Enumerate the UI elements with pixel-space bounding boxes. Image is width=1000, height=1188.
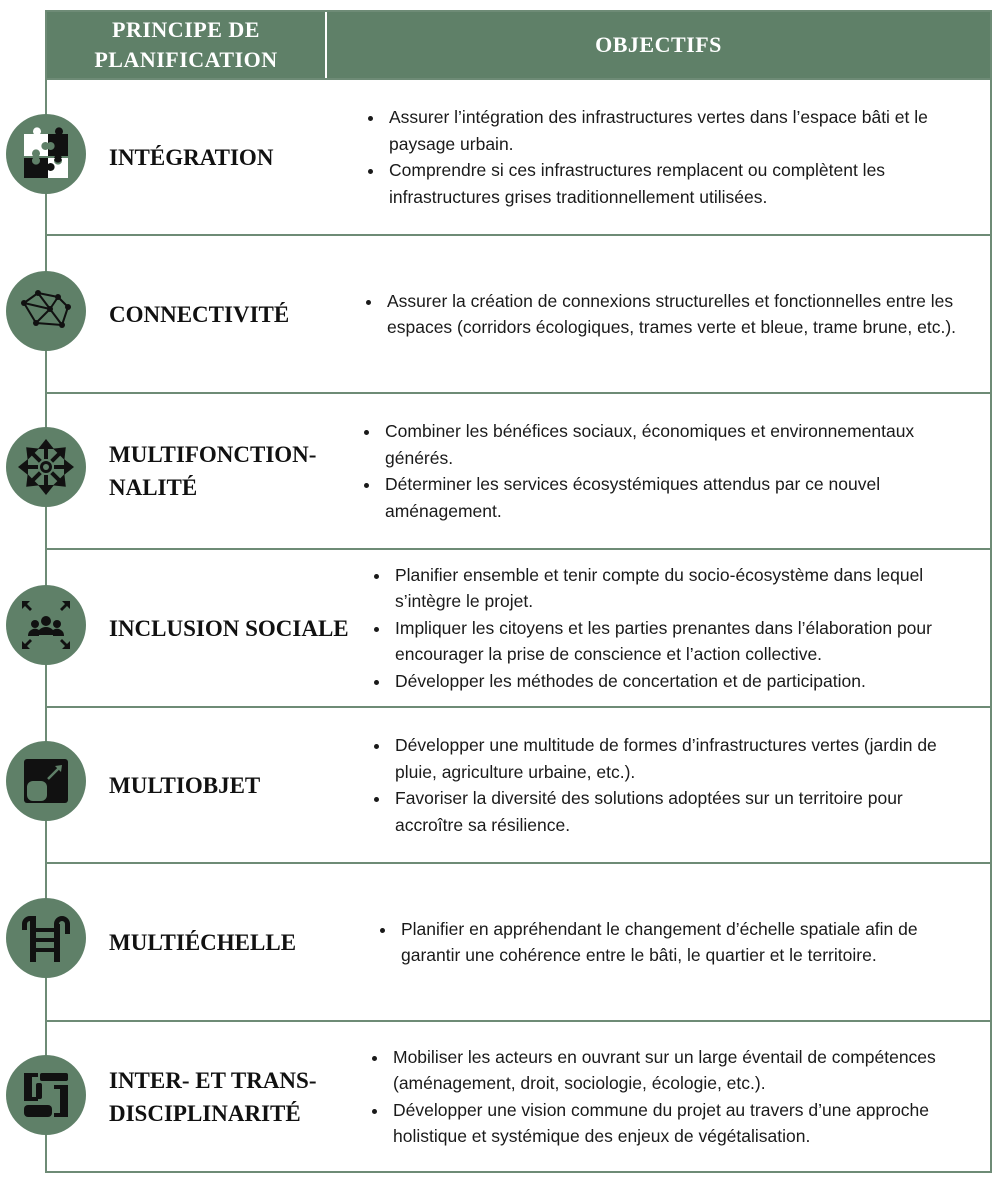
radiating-arrows-icon [6, 427, 86, 507]
header-objectives: OBJECTIFS [595, 32, 722, 57]
principle-title: CONNECTIVITÉ [109, 301, 290, 327]
row-interdisciplinarity [47, 1020, 990, 1171]
objective-item: • Assurer la création de connexions structurelles et fonctionnelles entre les espaces (corridors écologiques, trames verte et bleue, trame brune, etc.). [383, 288, 959, 341]
objectives-list [365, 1022, 955, 1171]
objective-item: • Comprendre si ces infrastructures remplacent ou complètent les infrastructures grises traditionnellement utilisées. [385, 157, 961, 210]
network-icon [6, 271, 86, 351]
objectives-list [373, 864, 963, 1020]
interlocking-blocks-icon [6, 1055, 86, 1135]
principle-title: INTER- ET TRANS- DISCIPLINARITÉ [109, 1067, 317, 1126]
expand-shape-icon [6, 741, 86, 821]
objective-item: • Planifier en appréhendant le changement d’échelle spatiale afin de garantir une cohérence entre le bâti, le quartier et le territoire. [397, 916, 963, 969]
table-header [47, 12, 990, 78]
puzzle-icon [6, 114, 86, 194]
row-social-inclusion [47, 548, 990, 706]
objectives-list [357, 394, 977, 548]
row-multiscale [47, 862, 990, 1020]
principle-title: INCLUSION SOCIALE [109, 615, 349, 641]
objectives-list [359, 236, 959, 392]
objective-item: • Mobiliser les acteurs en ouvrant sur un large éventail de compétences (aménagement, droit, sociologie, écologie, etc.). [389, 1044, 955, 1097]
objective-item: • Développer une vision commune du projet au travers d’une approche holistique et systémique des enjeux de végétalisation. [389, 1097, 955, 1150]
objective-item: • Combiner les bénéfices sociaux, économiques et environnementaux générés. [381, 418, 977, 471]
objective-item: • Impliquer les citoyens et les parties prenantes dans l’élaboration pour encourager la prise de conscience et l’action collective. [391, 615, 967, 668]
row-integration [47, 78, 990, 234]
objectives-list [367, 708, 947, 862]
principle-title: INTÉGRATION [109, 144, 274, 170]
row-connectivity [47, 234, 990, 392]
objective-item: • Assurer l’intégration des infrastructures vertes dans l’espace bâti et le paysage urbain. [385, 104, 961, 157]
row-multifunctionality [47, 392, 990, 548]
objective-item: • Favoriser la diversité des solutions adoptées sur un territoire pour accroître sa résilience. [391, 785, 947, 838]
objective-item: • Déterminer les services écosystémiques attendus par ce nouvel aménagement. [381, 471, 977, 524]
objective-item: • Planifier ensemble et tenir compte du socio-écosystème dans lequel s’intègre le projet. [391, 562, 967, 615]
objectives-list [361, 80, 961, 234]
principle-title: MULTIFONCTION- NALITÉ [109, 442, 317, 500]
row-multiobject [47, 706, 990, 862]
objectives-list [367, 550, 967, 706]
principle-title: MULTIOBJET [109, 772, 261, 798]
principle-title: MULTIÉCHELLE [109, 929, 297, 955]
header-principle: PRINCIPE DE PLANIFICATION [47, 12, 327, 78]
ladder-icon [6, 898, 86, 978]
objective-item: • Développer les méthodes de concertation et de participation. [391, 668, 967, 695]
group-icon [6, 585, 86, 665]
objective-item: • Développer une multitude de formes d’infrastructures vertes (jardin de pluie, agriculture urbaine, etc.). [391, 732, 947, 785]
principles-table [45, 10, 992, 1173]
